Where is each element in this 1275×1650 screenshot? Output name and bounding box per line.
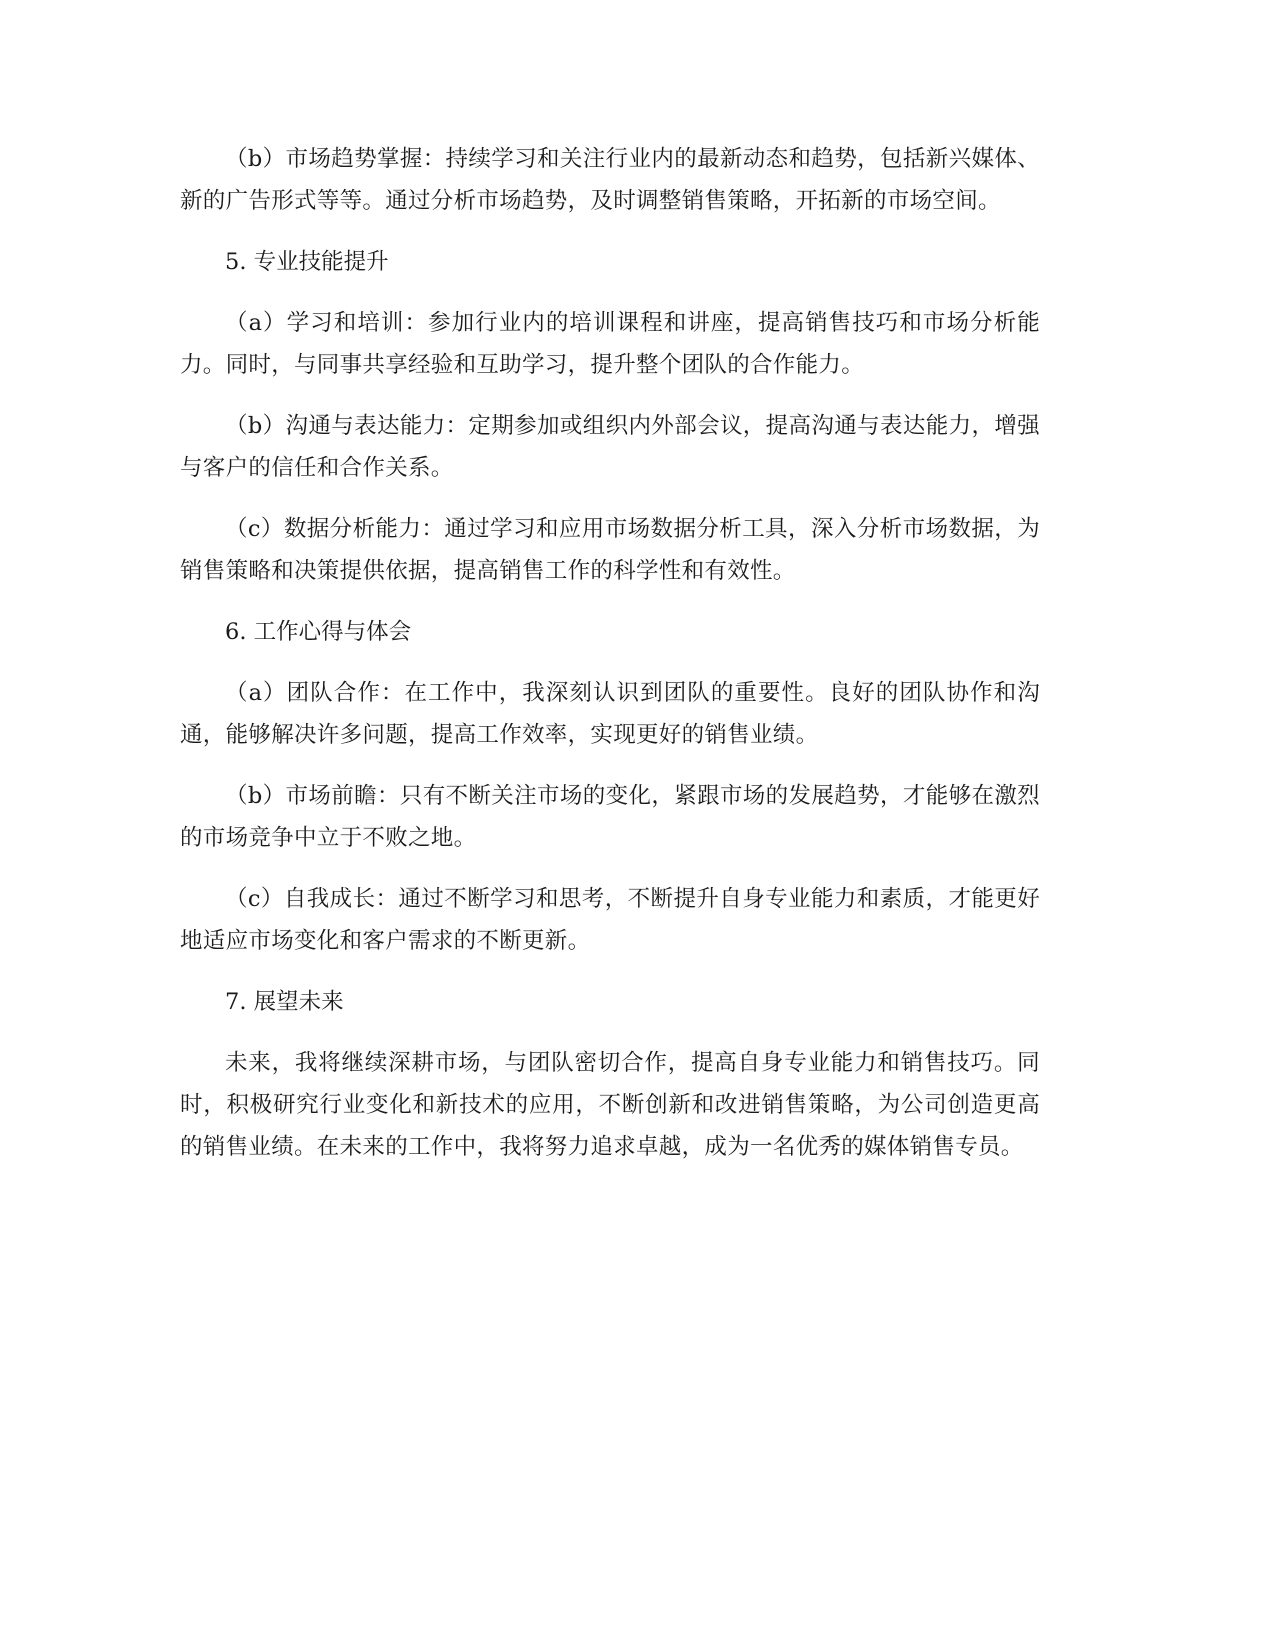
paragraph-market-foresight: （b）市场前瞻：只有不断关注市场的变化，紧跟市场的发展趋势，才能够在激烈的市场竞争中立于不败之地。 [180,783,1040,851]
paragraph-communication: （b）沟通与表达能力：定期参加或组织内外部会议，提高沟通与表达能力，增强与客户的信任和合作关系。 [180,413,1040,481]
section-heading-skills: 5. 专业技能提升 [225,249,389,275]
paragraph-market-trends: （b）市场趋势掌握：持续学习和关注行业内的最新动态和趋势，包括新兴媒体、新的广告形式等等。通过分析市场趋势，及时调整销售策略，开拓新的市场空间。 [180,146,1040,214]
paragraph-future-outlook: 未来，我将继续深耕市场，与团队密切合作，提高自身专业能力和销售技巧。同时，积极研究行业变化和新技术的应用，不断创新和改进销售策略，为公司创造更高的销售业绩。在未来的工作中，我将努力追求卓越，成为一名优秀的媒体销售专员。 [180,1050,1040,1160]
document-page [180,138,1040,1187]
paragraph-teamwork: （a）团队合作：在工作中，我深刻认识到团队的重要性。良好的团队协作和沟通，能够解决许多问题，提高工作效率，实现更好的销售业绩。 [180,680,1040,748]
section-heading-experience: 6. 工作心得与体会 [225,619,412,645]
paragraph-data-analysis: （c）数据分析能力：通过学习和应用市场数据分析工具，深入分析市场数据，为销售策略和决策提供依据，提高销售工作的科学性和有效性。 [180,516,1040,584]
section-heading-future: 7. 展望未来 [225,989,344,1015]
paragraph-learning-training: （a）学习和培训：参加行业内的培训课程和讲座，提高销售技巧和市场分析能力。同时，与同事共享经验和互助学习，提升整个团队的合作能力。 [180,310,1040,378]
paragraph-self-growth: （c）自我成长：通过不断学习和思考，不断提升自身专业能力和素质，才能更好地适应市场变化和客户需求的不断更新。 [180,886,1040,954]
